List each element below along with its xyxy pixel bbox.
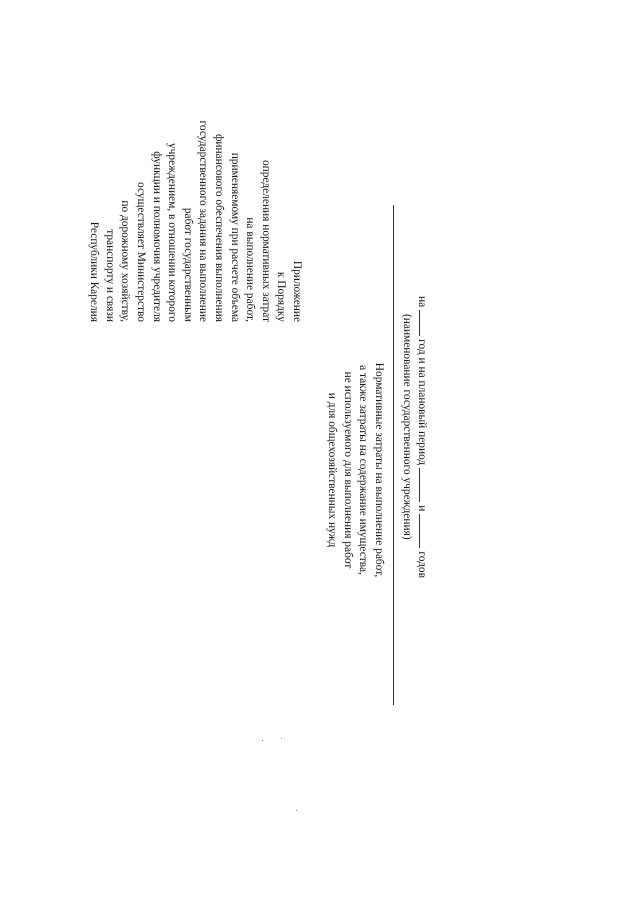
period-prefix: на — [416, 296, 428, 308]
title-line: Нормативные затраты на выполнение работ, — [373, 362, 385, 578]
appendix-line: работ государственным — [181, 207, 194, 322]
appendix-line: учреждением, в отношении которого — [166, 142, 179, 322]
scan-speck — [262, 740, 263, 741]
appendix-line: по дорожному хозяйству, — [119, 200, 132, 322]
appendix-line: применяемому при расчете объема — [228, 152, 241, 322]
appendix-line: осуществляет Министерство — [135, 182, 148, 322]
period-and: и — [416, 505, 428, 512]
year-blank — [419, 310, 430, 336]
appendix-header — [86, 52, 304, 322]
appendix-line: Приложение — [291, 260, 303, 322]
institution-caption: (наименование государственного учреждения) — [401, 314, 413, 540]
scan-speck — [296, 810, 297, 811]
appendix-line: государственного задания на выполнение — [197, 120, 210, 322]
institution-name-rule — [393, 205, 394, 705]
scan-speck — [281, 738, 282, 739]
plan-year-2-blank — [419, 514, 430, 548]
title-line: а также затраты на содержание имущества, — [357, 365, 370, 575]
plan-year-1-blank — [419, 468, 430, 502]
document-title — [324, 340, 386, 600]
appendix-line: Республики Карелия — [88, 221, 101, 322]
period-middle: год и на плановый период — [416, 339, 428, 466]
appendix-line: транспорту и связи — [103, 229, 116, 322]
title-line: и для общехозяйственных нужд — [326, 392, 339, 548]
period-suffix: годов — [416, 551, 428, 578]
title-line: не используемого для выполнения работ — [341, 371, 354, 569]
appendix-line: финансового обеспечения выполнения — [213, 133, 226, 322]
period-line — [416, 296, 430, 578]
appendix-line: определения нормативных затрат — [259, 159, 272, 322]
appendix-line: функции и полномочия учредителя — [150, 151, 163, 322]
appendix-line: на выполнение работ, — [244, 217, 257, 322]
appendix-line: к Порядку — [275, 271, 288, 322]
